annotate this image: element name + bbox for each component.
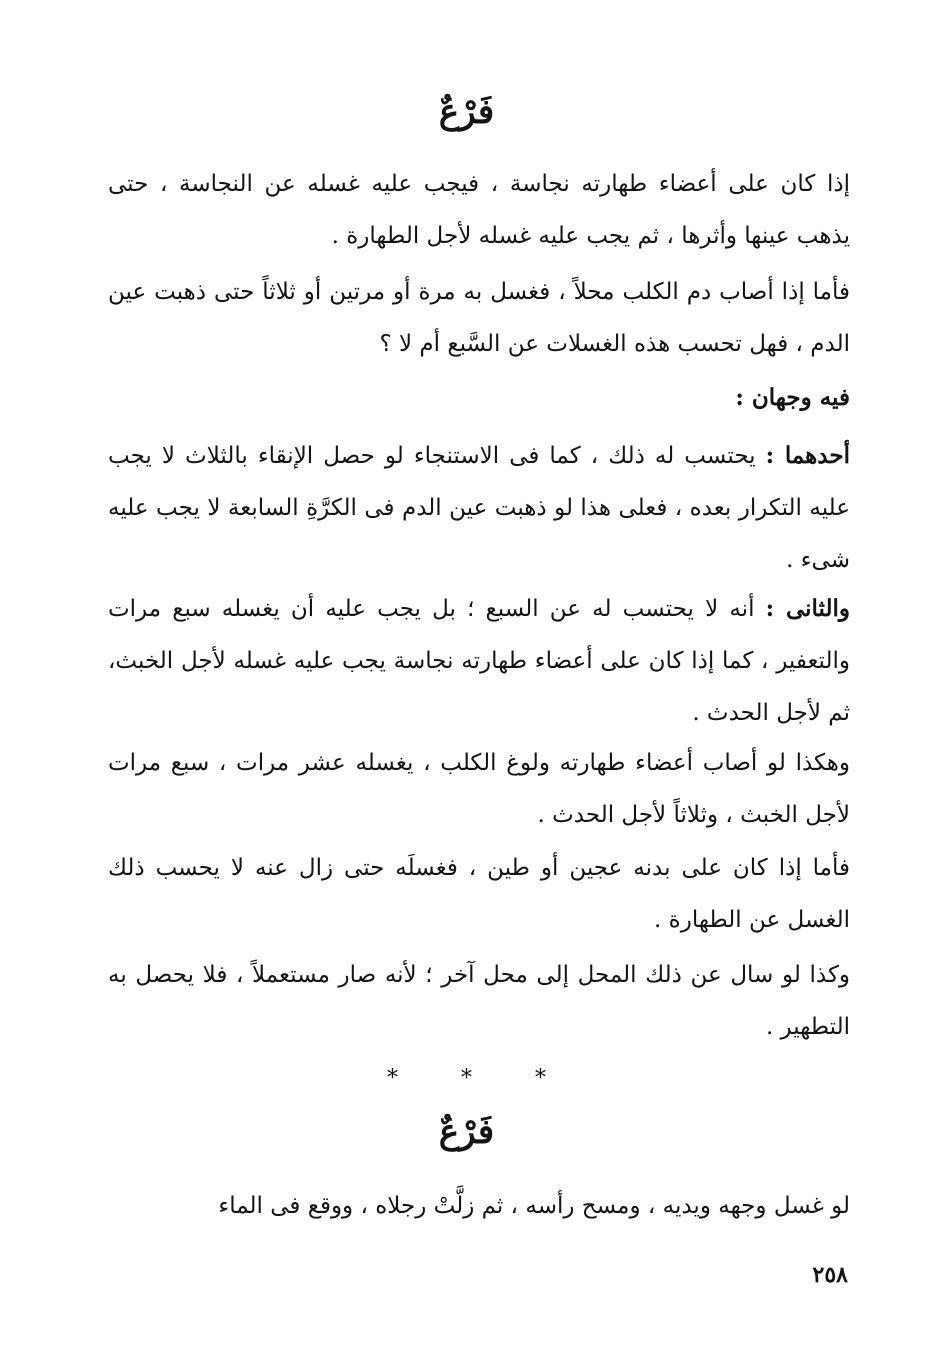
section-heading: فَرْعٌ — [438, 92, 495, 132]
paragraph-3: فيه وجهان : — [735, 384, 850, 411]
paragraph-4-body: يحتسب له ذلك ، كما فى الاستنجاء لو حصل الإنقاء بالثلاث لا يجب عليه التكرار بعده ، فعلى هذا لو ذهبت عين الدم فى الكرَّةِ السابعة لا يجب عليه شىء . — [108, 443, 850, 573]
paragraph-5-lead: والثانى : — [765, 595, 851, 622]
paragraph-6: وهكذا لو أصاب أعضاء طهارته ولوغ الكلب ، يغسله عشر مرات ، سبع مرات لأجل الخبث ، وثلاثاً لأجل الحدث . — [108, 750, 850, 828]
paragraph-1: إذا كان على أعضاء طهارته نجاسة ، فيجب عليه غسله عن النجاسة ، حتى يذهب عينها وأثرها ، ثم يجب عليه غسله لأجل الطهارة . — [108, 171, 850, 249]
paragraph-5-body: أنه لا يحتسب له عن السبع ؛ بل يجب عليه أن يغسله سبع مرات والتعفير ، كما إذا كان على أعضاء طهارته نجاسة يجب عليه غسله لأجل الخبث، ثم لأجل الحدث . — [108, 596, 850, 726]
paragraph-4-lead: أحدهما : — [765, 442, 850, 469]
paragraph-7: فأما إذا كان على بدنه عجين أو طين ، فغسلَه حتى زال عنه لا يحسب ذلك الغسل عن الطهارة . — [108, 855, 850, 933]
paragraph-2: فأما إذا أصاب دم الكلب محلاً ، فغسل به مرة أو مرتين أو ثلاثاً حتى ذهبت عين الدم ، فهل تحسب هذه الغسلات عن السَّبع أم لا ؟ — [108, 279, 850, 357]
separator-star: * — [387, 1066, 398, 1091]
paragraph-4 — [108, 430, 850, 586]
separator-star: * — [535, 1066, 546, 1091]
separator-star: * — [461, 1066, 472, 1091]
paragraph-5 — [108, 583, 850, 739]
page-number: ٢٥٨ — [812, 1262, 848, 1288]
paragraph-9: لو غسل وجهه ويديه ، ومسح رأسه ، ثم زلَّتْ رجلاه ، ووقع فى الماء — [218, 1193, 850, 1219]
paragraph-8: وكذا لو سال عن ذلك المحل إلى محل آخر ؛ لأنه صار مستعملاً ، فلا يحصل به التطهير . — [108, 962, 850, 1040]
section-separator — [0, 1066, 933, 1091]
section-heading-2: فَرْعٌ — [438, 1112, 495, 1152]
